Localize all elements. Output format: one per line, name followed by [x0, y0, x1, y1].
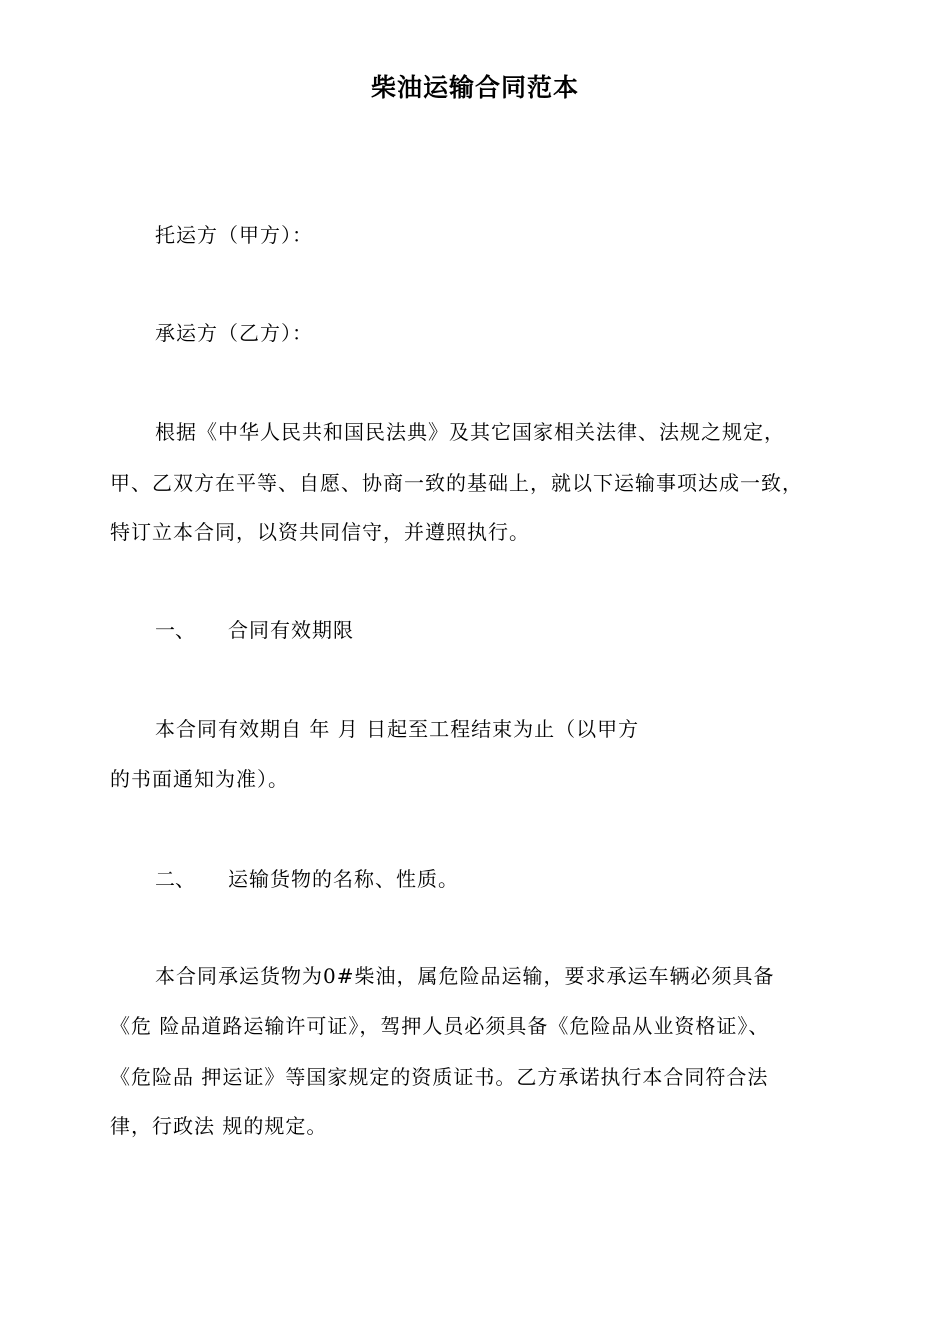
preamble-line-3: 特订立本合同，以资共同信守，并遵照执行。	[110, 520, 530, 544]
section-2-number: 二、	[155, 867, 195, 891]
preamble-line-1: 根据《中华人民共和国民法典》及其它国家相关法律、法规之规定，	[155, 420, 785, 444]
section-2-body-line-4: 律，行政法 规的规定。	[110, 1114, 328, 1138]
section-1-body-line-1: 本合同有效期自 年 月 日起至工程结束为止（以甲方	[155, 717, 640, 741]
party-b-line: 承运方（乙方）：	[155, 321, 313, 345]
preamble-line-2: 甲、乙双方在平等、自愿、协商一致的基础上，就以下运输事项达成一致，	[110, 471, 803, 495]
section-2-body-line-1: 本合同承运货物为0#柴油，属危险品运输，要求承运车辆必须具备	[155, 964, 775, 988]
section-1-heading: 合同有效期限	[228, 618, 354, 642]
section-2-heading: 运输货物的名称、性质。	[228, 867, 459, 891]
section-1-body-line-2: 的书面通知为准）。	[110, 767, 289, 791]
document-title: 柴油运输合同范本	[370, 73, 579, 102]
party-a-line: 托运方（甲方）：	[155, 223, 313, 247]
section-2-body-line-3: 《危险品 押运证》等国家规定的资质证书。乙方承诺执行本合同符合法	[110, 1065, 769, 1089]
section-1-number: 一、	[155, 618, 195, 642]
section-2-body-line-2: 《危 险品道路运输许可证》，驾押人员必须具备《危险品从业资格证》、	[110, 1014, 770, 1038]
